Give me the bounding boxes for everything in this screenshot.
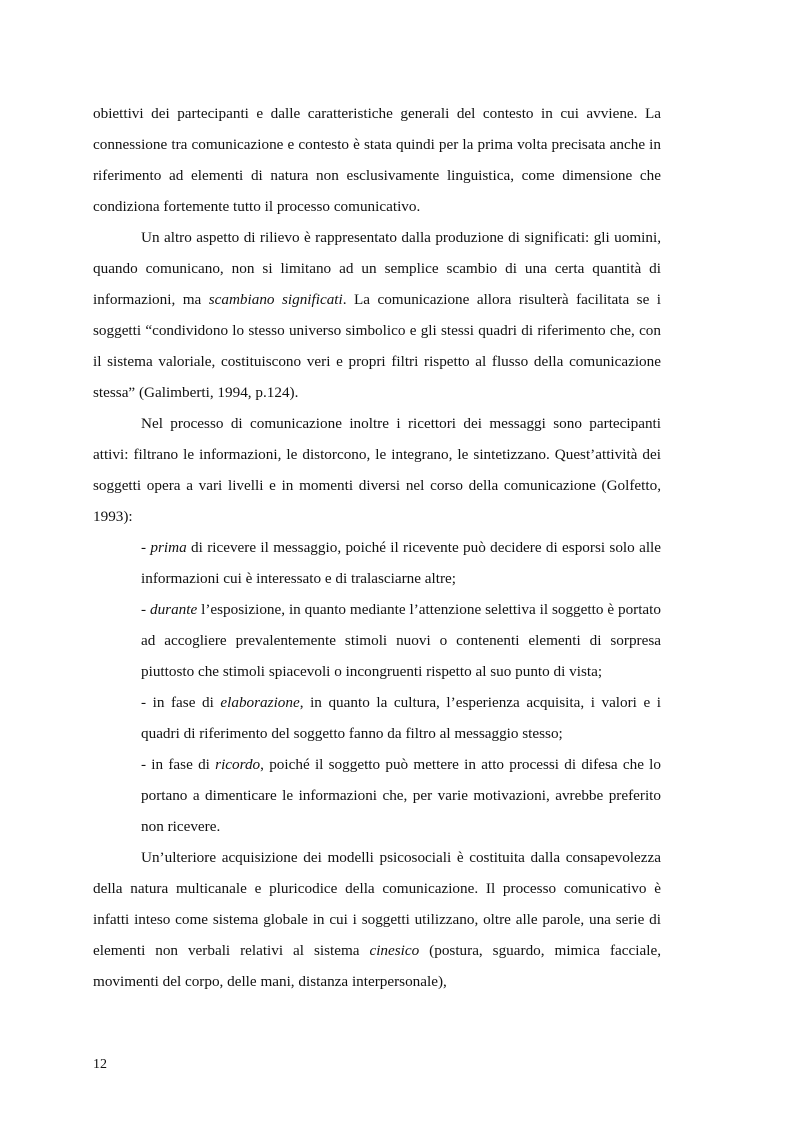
text-run: -	[141, 601, 150, 618]
paragraph-context	[93, 98, 661, 222]
text-run: Un altro aspetto di rilievo è rappresentato dalla produzione di significati: gli uomini, quando comunicano, non si limitano ad un semplice scambio di una certa quantità di informazioni, ma	[93, 229, 661, 308]
page-number: 12	[93, 1057, 107, 1072]
paragraph-multichannel	[93, 842, 661, 997]
text-run: (postura, sguardo, mimica facciale, movimenti del corpo, delle mani, distanza interpersonale),	[93, 942, 661, 990]
list-item	[141, 532, 661, 594]
text-run: obiettivi dei partecipanti e dalle caratteristiche generali del contesto in cui avviene. La connessione tra comunicazione e contesto è stata quindi per la prima volta precisata anche in riferimento ad elementi di natura non esclusivamente linguistica, come dimensione che condiziona fortemente tutto il processo comunicativo.	[93, 105, 661, 215]
text-run: Un’ulteriore acquisizione dei modelli psicosociali è costituita dalla consapevolezza della natura multicanale e pluricodice della comunicazione. Il processo comunicativo è infatti inteso come sistema globale in cui i soggetti utilizzano, oltre alle parole, una serie di elementi non verbali relativi al sistema	[93, 849, 661, 959]
italic-run: elaborazione	[220, 694, 300, 711]
italic-run: ricordo	[215, 756, 261, 773]
italic-run: scambiano significati	[208, 291, 343, 308]
text-run: Nel processo di comunicazione inoltre i ricettori dei messaggi sono partecipanti attivi: filtrano le informazioni, le distorcono, le integrano, le sintetizzano. Quest’attività dei soggetti opera a vari livelli e in momenti diversi nel corso della comunicazione (Golfetto, 1993):	[93, 415, 661, 525]
text-run: . La comunicazione allora risulterà facilitata se i soggetti “condividono lo stesso universo simbolico e gli stessi quadri di riferimento che, con il sistema valoriale, costituiscono veri e propri filtri rispetto al flusso della comunicazione stessa” (Galimberti, 1994, p.124).	[93, 291, 661, 401]
list-item	[141, 687, 661, 749]
filter-levels-list	[141, 532, 661, 842]
text-run: , poiché il soggetto può mettere in atto processi di difesa che lo portano a dimenticare le informazioni che, per varie motivazioni, avrebbe preferito non ricevere.	[141, 756, 661, 835]
text-run: , in quanto la cultura, l’esperienza acquisita, i valori e i quadri di riferimento del soggetto fanno da filtro al messaggio stesso;	[141, 694, 661, 742]
text-run: - in fase di	[141, 756, 216, 773]
text-run: l’esposizione, in quanto mediante l’attenzione selettiva il soggetto è portato ad accogliere prevalentemente stimoli nuovi o contenenti elementi di sorpresa piuttosto che stimoli spiacevoli o incongruenti rispetto al suo punto di vista;	[141, 601, 661, 680]
document-body	[93, 98, 661, 997]
italic-run: durante	[149, 601, 198, 618]
italic-run: cinesico	[369, 942, 420, 959]
italic-run: prima	[150, 539, 187, 556]
list-item	[141, 594, 661, 687]
list-item	[141, 749, 661, 842]
text-run: - in fase di	[141, 694, 221, 711]
text-run: di ricevere il messaggio, poiché il ricevente può decidere di esporsi solo alle informazioni cui è interessato e di tralasciarne altre;	[141, 539, 662, 587]
paragraph-meanings	[93, 222, 661, 408]
text-run: -	[141, 539, 151, 556]
paragraph-receivers	[93, 408, 661, 532]
